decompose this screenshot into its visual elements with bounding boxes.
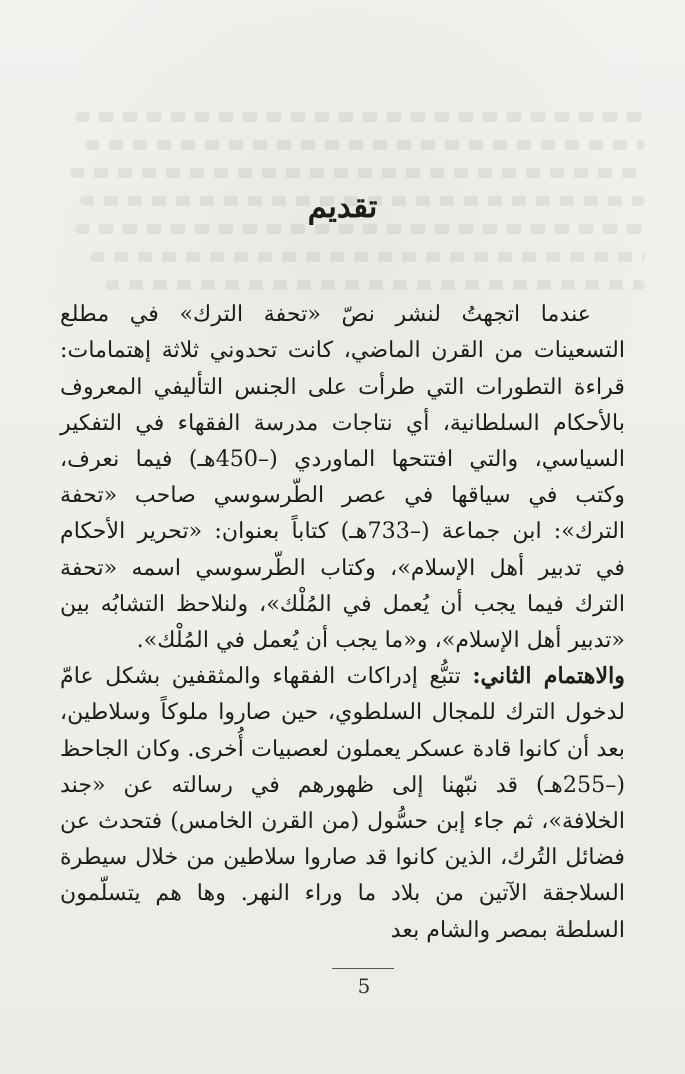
paragraph-1-text: عندما اتجهتُ لنشر نصّ «تحفة الترك» في مطلع التسعينات من القرن الماضي، كانت تحدوني ثلاثة إهتمامات: قراءة التطورات التي طرأت على الجنس التأليفي المعروف بالأحكام السلطانية، أي نتاجات مدرسة الفقهاء في التفكير السياسي، والتي افتتحها الماوردي (–450هـ) فيما نعرف، وكتب في سياقها في عصر الطّرسوسي صاحب «تحفة الترك»: ابن جماعة (–733هـ) كتاباً بعنوان: «تحرير الأحكام في تدبير أهل الإسلام»، وكتاب الطّرسوسي اسمه «تحفة الترك فيما يجب أن يُعمل في المُلْك»، ولنلاحظ التشابُه بين «تدبير أهل الإسلام»، و«ما يجب أن يُعمل في المُلْك». xyxy=(60,301,625,653)
paragraph-1 xyxy=(60,296,625,658)
bleed-through-line xyxy=(85,140,645,150)
bleed-through-line xyxy=(75,112,645,122)
page-content xyxy=(60,190,625,948)
bleed-through-line xyxy=(70,168,645,178)
paragraph-2-prefix: والاهتمام الثاني: xyxy=(472,663,626,690)
page-number: 5 xyxy=(357,974,371,998)
paragraph-2-text: تتبُّع إدراكات الفقهاء والمثقفين بشكل عامّ لدخول الترك للمجال السلطوي، حين صاروا ملوكاً وسلاطين، بعد أن كانوا قادة عسكر يعملون لعصبيات أُخرى. وكان الجاحظ (–255هـ) قد نبّهنا إلى ظهورهم في رسالته عن «جند الخلافة»، ثم جاء إبن حسُّول (من القرن الخامس) فتحدث عن فضائل التُرك، الذين كانوا قد صاروا سلاطين من خلال سيطرة السلاجقة الآتين من بلاد ما وراء النهر. وها هم يتسلّمون السلطة بمصر والشام بعد xyxy=(60,663,625,943)
footer-rule xyxy=(332,968,394,969)
paragraph-2 xyxy=(60,658,625,948)
page-title: تقديم xyxy=(307,189,378,225)
